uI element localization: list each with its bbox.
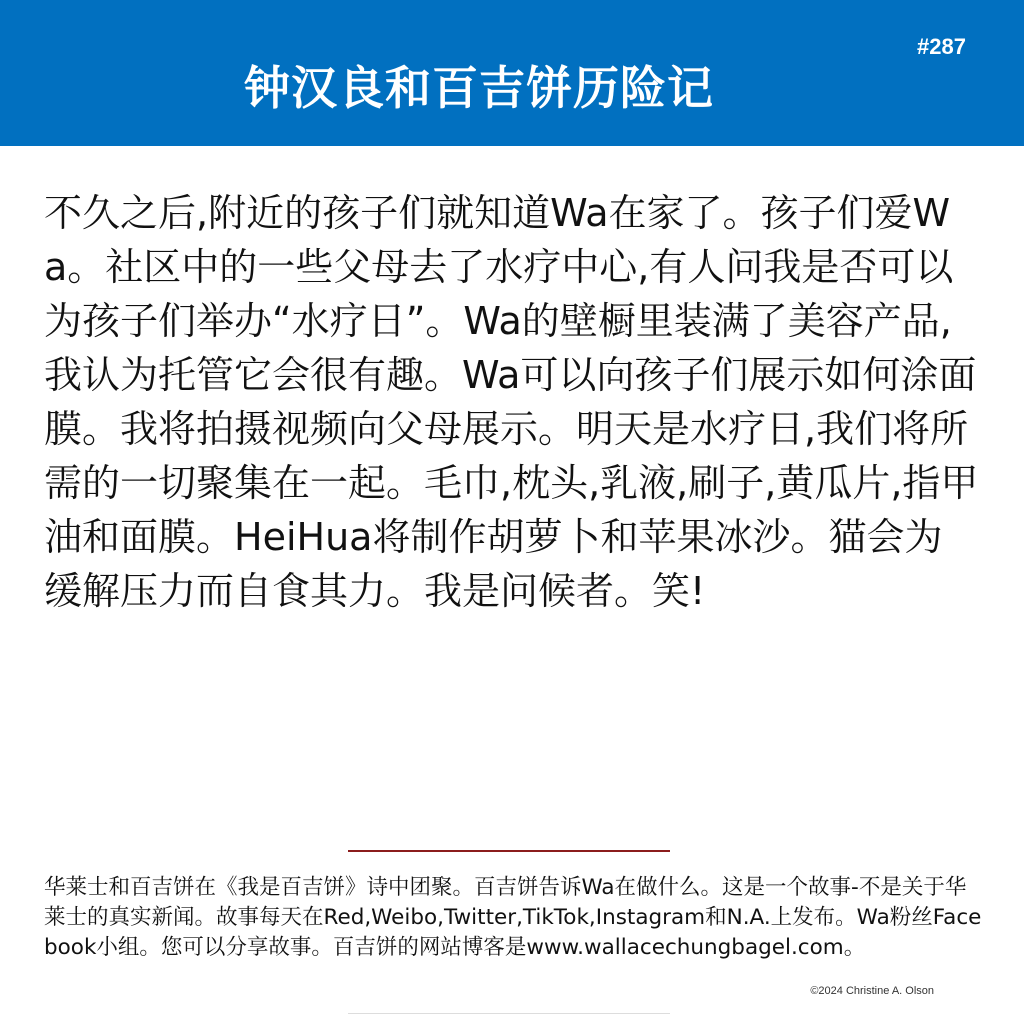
bottom-rule bbox=[348, 1013, 670, 1014]
header-banner bbox=[0, 0, 1024, 146]
episode-number: #287 bbox=[917, 34, 966, 59]
story-text: 不久之后,附近的孩子们就知道Wa在家了。孩子们爱Wa。社区中的一些父母去了水疗中心,有人问我是否可以为孩子们举办“水疗日”。Wa的壁橱里装满了美容产品,我认为托管它会很有趣。Wa可以向孩子们展示如何涂面膜。我将拍摄视频向父母展示。明天是水疗日,我们将所需的一切聚集在一起。毛巾,枕头,乳液,刷子,黄瓜片,指甲油和面膜。HeiHua将制作胡萝卜和苹果冰沙。猫会为缓解压力而自食其力。我是问候者。笑! bbox=[44, 191, 979, 613]
page-title: 钟汉良和百吉饼历险记 bbox=[244, 61, 714, 115]
footer-note: 华莱士和百吉饼在《我是百吉饼》诗中团聚。百吉饼告诉Wa在做什么。这是一个故事-不是关于华莱士的真实新闻。故事每天在Red,Weibo,Twitter,TikTok,Instagram和N.A.上发布。Wa粉丝Facebook小组。您可以分享故事。百吉饼的网站博客是www.wallacechungbagel.com。 bbox=[44, 875, 982, 960]
divider-line bbox=[348, 850, 670, 852]
copyright-notice: ©2024 Christine A. Olson bbox=[810, 985, 934, 997]
